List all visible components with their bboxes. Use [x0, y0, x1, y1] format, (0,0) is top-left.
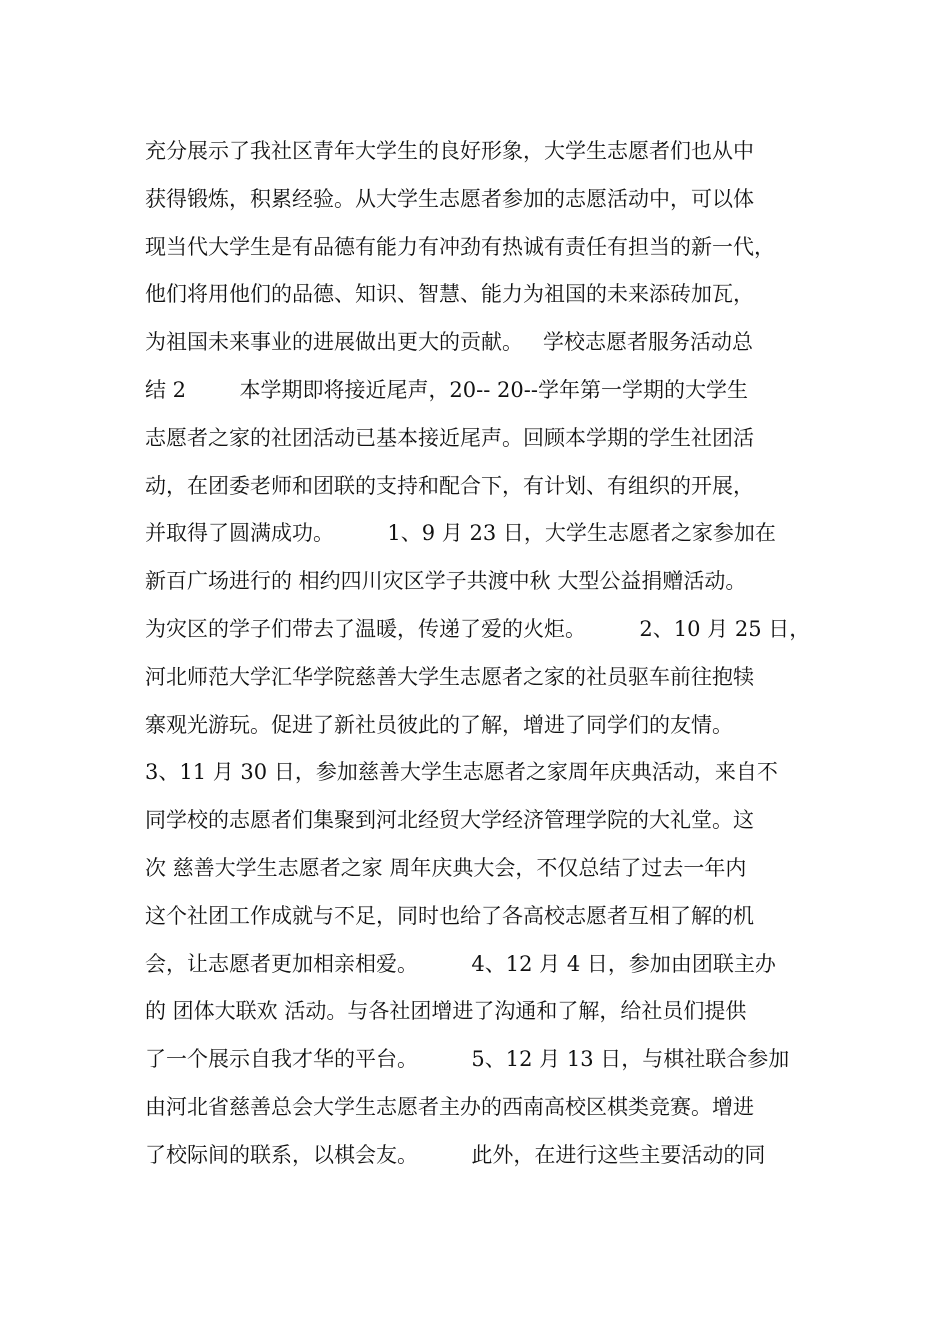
text-line-1: 充分展示了我社区青年大学生的良好形象，大学生志愿者们也从中	[145, 139, 754, 163]
text-line-11: 为灾区的学子们带去了温暖，传递了爱的火炬。 2、10 月 25 日，	[145, 616, 811, 641]
text-line-15: 同学校的志愿者们集聚到河北经贸大学经济管理学院的大礼堂。这	[145, 808, 754, 833]
text-line-7: 志愿者之家的社团活动已基本接近尾声。回顾本学期的学生社团活	[145, 425, 754, 450]
text-line-10: 新百广场进行的 相约四川灾区学子共渡中秋 大型公益捐赠活动。	[145, 569, 747, 594]
text-line-6: 结 2 本学期即将接近尾声，20-- 20--学年第一学期的大学生	[145, 377, 748, 402]
text-line-14: 3、11 月 30 日，参加慈善大学生志愿者之家周年庆典活动，来自不	[145, 760, 778, 785]
text-line-5: 为祖国未来事业的进展做出更大的贡献。 学校志愿者服务活动总	[145, 330, 754, 355]
text-line-22: 了校际间的联系，以棋会友。 此外，在进行这些主要活动的同	[145, 1142, 766, 1167]
text-line-2: 获得锻炼，积累经验。从大学生志愿者参加的志愿活动中，可以体	[145, 186, 754, 211]
text-line-18: 会，让志愿者更加相亲相爱。 4、12 月 4 日，参加由团联主办	[145, 951, 776, 976]
text-line-13: 寨观光游玩。促进了新社员彼此的了解，增进了同学们的友情。	[145, 712, 733, 737]
text-line-17: 这个社团工作成就与不足，同时也给了各高校志愿者互相了解的机	[145, 903, 754, 928]
document-body	[145, 128, 825, 1180]
text-line-20: 了一个展示自我才华的平台。 5、12 月 13 日，与棋社联合参加	[145, 1047, 790, 1072]
text-line-12: 河北师范大学汇华学院慈善大学生志愿者之家的社员驱车前往抱犊	[145, 664, 754, 689]
text-line-16: 次 慈善大学生志愿者之家 周年庆典大会，不仅总结了过去一年内	[145, 855, 747, 880]
text-line-4: 他们将用他们的品德、知识、智慧、能力为祖国的未来添砖加瓦，	[145, 282, 754, 307]
text-line-8: 动，在团委老师和团联的支持和配合下，有计划、有组织的开展，	[145, 473, 754, 498]
text-line-3: 现当代大学生是有品德有能力有冲劲有热诚有责任有担当的新一代，	[145, 234, 775, 259]
text-line-21: 由河北省慈善总会大学生志愿者主办的西南高校区棋类竞赛。增进	[145, 1094, 754, 1119]
text-line-9: 并取得了圆满成功。 1、9 月 23 日，大学生志愿者之家参加在	[145, 521, 776, 546]
text-line-19: 的 团体大联欢 活动。与各社团增进了沟通和了解，给社员们提供	[145, 999, 747, 1024]
